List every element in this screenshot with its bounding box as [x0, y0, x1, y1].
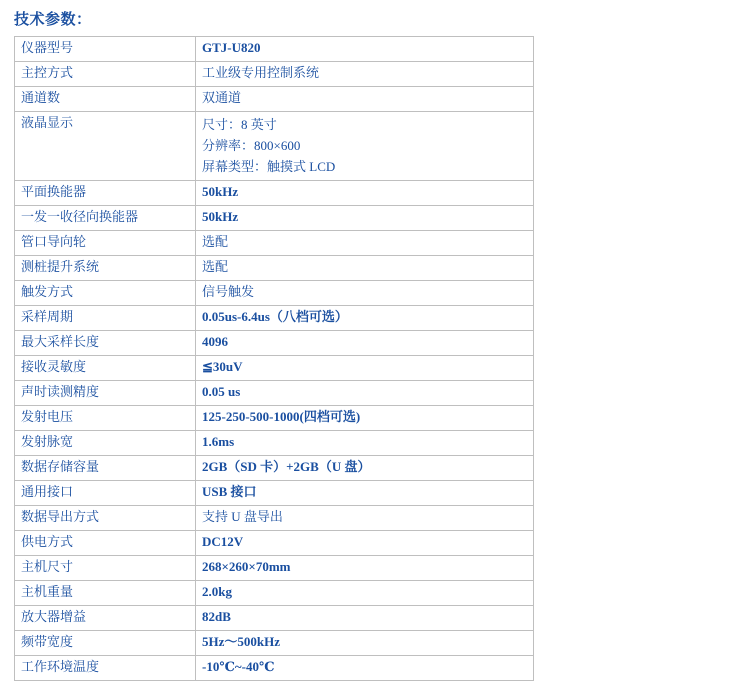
table-row	[15, 431, 534, 456]
table-row	[15, 62, 534, 87]
table-row	[15, 481, 534, 506]
table-row	[15, 37, 534, 62]
table-row	[15, 656, 534, 681]
spec-label: 数据导出方式	[15, 506, 196, 531]
table-row	[15, 531, 534, 556]
table-row	[15, 556, 534, 581]
table-row	[15, 112, 534, 181]
page-title: 技术参数：	[14, 12, 92, 28]
table-row	[15, 631, 534, 656]
spec-label: 主机尺寸	[15, 556, 196, 581]
spec-value: 0.05 us	[196, 381, 534, 406]
table-row	[15, 206, 534, 231]
spec-value	[196, 112, 534, 181]
table-row	[15, 406, 534, 431]
spec-label: 数据存储容量	[15, 456, 196, 481]
spec-label: 发射脉宽	[15, 431, 196, 456]
table-row	[15, 256, 534, 281]
spec-value: ≦30uV	[196, 356, 534, 381]
spec-value: 2GB（SD 卡）+2GB（U 盘）	[196, 456, 534, 481]
table-row	[15, 281, 534, 306]
spec-label: 工作环境温度	[15, 656, 196, 681]
spec-label: 仪器型号	[15, 37, 196, 62]
spec-label: 供电方式	[15, 531, 196, 556]
spec-value: 工业级专用控制系统	[196, 62, 534, 87]
spec-value: 选配	[196, 231, 534, 256]
table-row	[15, 231, 534, 256]
spec-label: 测桩提升系统	[15, 256, 196, 281]
spec-value-line: 分辨率：800×600	[202, 138, 301, 153]
spec-label: 管口导向轮	[15, 231, 196, 256]
spec-value: 82dB	[196, 606, 534, 631]
table-row	[15, 356, 534, 381]
spec-value: 50kHz	[196, 181, 534, 206]
table-row	[15, 456, 534, 481]
spec-label: 声时读测精度	[15, 381, 196, 406]
spec-value: 选配	[196, 256, 534, 281]
spec-label: 一发一收径向换能器	[15, 206, 196, 231]
table-row	[15, 306, 534, 331]
spec-label: 主机重量	[15, 581, 196, 606]
spec-value: 支持 U 盘导出	[196, 506, 534, 531]
spec-value: USB 接口	[196, 481, 534, 506]
spec-label: 发射电压	[15, 406, 196, 431]
spec-label: 放大器增益	[15, 606, 196, 631]
spec-label: 接收灵敏度	[15, 356, 196, 381]
spec-value: 125-250-500-1000(四档可选)	[196, 406, 534, 431]
spec-value: 0.05us-6.4us（八档可选）	[196, 306, 534, 331]
spec-value: GTJ-U820	[196, 37, 534, 62]
spec-value: 50kHz	[196, 206, 534, 231]
spec-value-line: 尺寸：8 英寸	[202, 117, 277, 132]
spec-label: 最大采样长度	[15, 331, 196, 356]
spec-label: 主控方式	[15, 62, 196, 87]
table-row	[15, 181, 534, 206]
table-row	[15, 506, 534, 531]
specifications-table	[14, 36, 534, 681]
table-row	[15, 381, 534, 406]
spec-label: 采样周期	[15, 306, 196, 331]
spec-value: 2.0kg	[196, 581, 534, 606]
spec-label: 频带宽度	[15, 631, 196, 656]
spec-label: 通用接口	[15, 481, 196, 506]
spec-value: DC12V	[196, 531, 534, 556]
spec-label: 通道数	[15, 87, 196, 112]
spec-value: -10℃~-40℃	[196, 656, 534, 681]
spec-value: 信号触发	[196, 281, 534, 306]
spec-label: 液晶显示	[15, 112, 196, 181]
table-row	[15, 87, 534, 112]
spec-label: 平面换能器	[15, 181, 196, 206]
spec-value: 5Hz～500kHz	[196, 631, 534, 656]
table-row	[15, 606, 534, 631]
table-row	[15, 581, 534, 606]
spec-value: 4096	[196, 331, 534, 356]
spec-label: 触发方式	[15, 281, 196, 306]
table-row	[15, 331, 534, 356]
spec-value: 268×260×70mm	[196, 556, 534, 581]
spec-value: 1.6ms	[196, 431, 534, 456]
spec-value: 双通道	[196, 87, 534, 112]
table-body	[15, 37, 534, 681]
spec-value-line: 屏幕类型：触摸式 LCD	[202, 159, 336, 174]
